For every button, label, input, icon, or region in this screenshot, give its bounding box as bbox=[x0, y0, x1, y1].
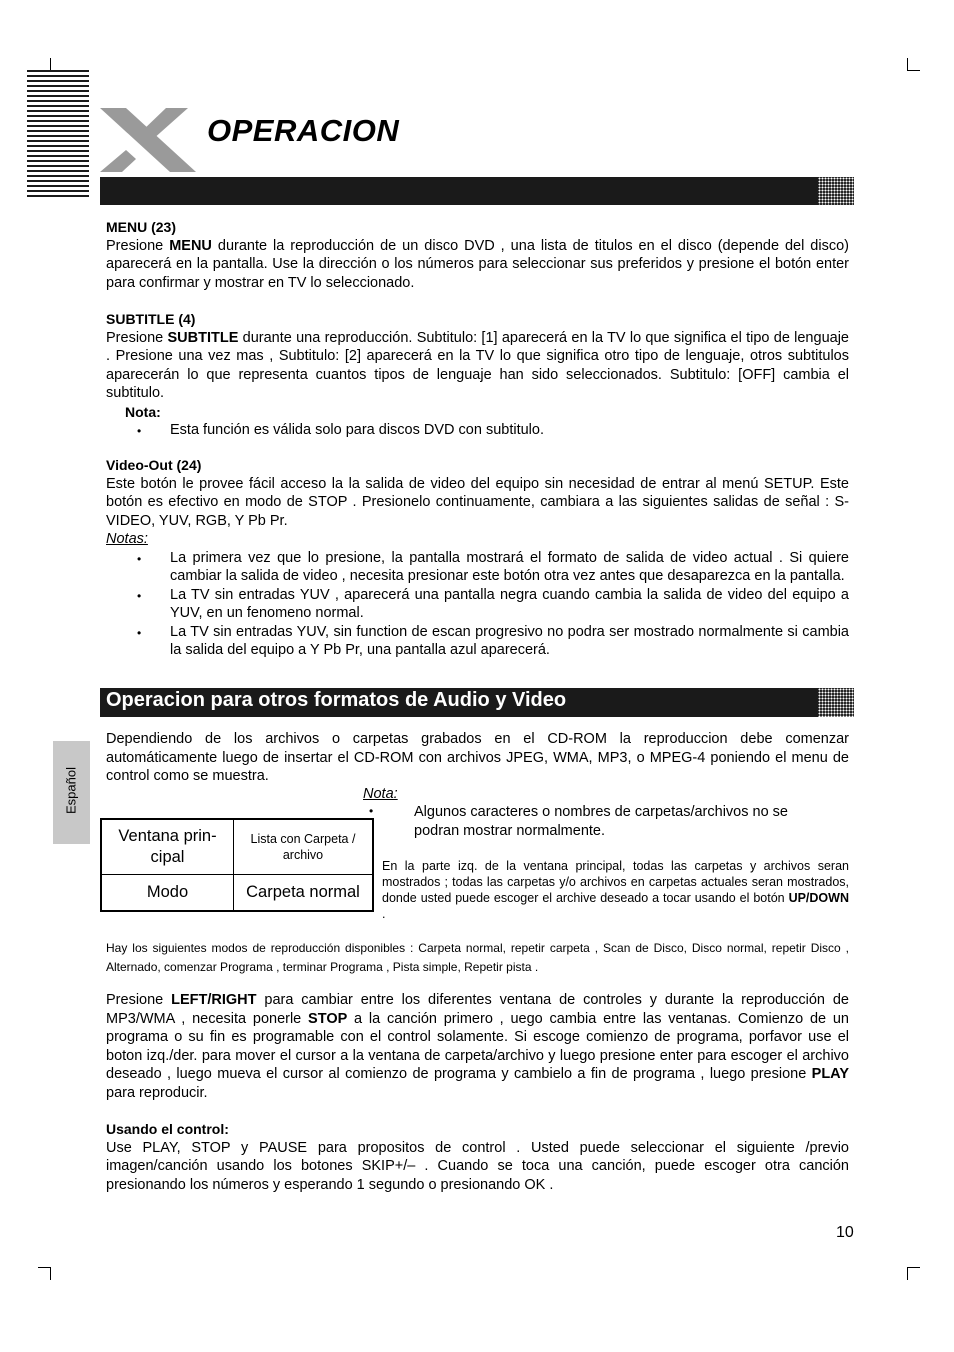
formats-intro bbox=[106, 730, 849, 786]
band-dots bbox=[818, 688, 854, 717]
left-window-description bbox=[382, 858, 849, 922]
leftright-section bbox=[106, 991, 849, 1102]
subtitle-body: Presione SUBTITLE durante una reproducción. Subtitulo: [1] aparecerá en la TV lo que significa el tipo de lenguaje . Presione una vez mas , Subtitulo: [2] aparecerá en la TV lo que significa otro tipo de lenguaje, otros subtitulos aparecerán lo que representa cuantos tipos de lenguaje han sido seleccionados. Subtitulo: [OFF] cambia el subtitulo. bbox=[106, 329, 849, 401]
formats-note-item: Algunos caracteres o nombres de carpetas/archivos no se podran mostrar normalmente. bbox=[414, 804, 788, 839]
control-menu-table bbox=[100, 818, 374, 912]
formats-band-title: Operacion para otros formatos de Audio y Video bbox=[106, 689, 567, 711]
bullet-icon: • bbox=[137, 424, 142, 438]
page-title: OPERACION bbox=[207, 113, 400, 148]
menu-heading: MENU (23) bbox=[106, 219, 177, 235]
bullet-icon: • bbox=[369, 804, 374, 818]
language-label: Español bbox=[63, 767, 79, 814]
modes-list bbox=[106, 939, 849, 976]
video-out-note-1 bbox=[106, 549, 849, 586]
table-cell-mode: Modo bbox=[101, 875, 234, 912]
x-logo-icon bbox=[96, 104, 206, 176]
table-cell-normal-folder: Carpeta normal bbox=[234, 875, 374, 912]
bullet-icon: • bbox=[137, 588, 142, 603]
formats-note-label: Nota: bbox=[363, 786, 398, 802]
left-window-button-label: UP/DOWN bbox=[788, 891, 849, 905]
left-window-end: . bbox=[382, 907, 386, 921]
left-window-text: En la parte izq. de la ventana principal, todas las carpetas y archivos seran mostrados ; todas las carpetas y/o archivos en carpetas actuales seran mostrados, donde usted puede escoger el archive deseado a tocar usando el botón bbox=[382, 859, 849, 905]
band-dots bbox=[818, 177, 854, 205]
control-section bbox=[106, 1120, 849, 1194]
crop-mark-bottom-left bbox=[38, 1267, 51, 1280]
formats-band bbox=[100, 688, 854, 717]
subtitle-note-item bbox=[106, 421, 849, 440]
video-out-section bbox=[106, 456, 849, 660]
subtitle-note-text: Esta función es válida solo para discos DVD con subtitulo. bbox=[170, 422, 544, 438]
video-out-note-2-text: La TV sin entradas YUV , aparecerá una pantalla negra cuando cambia la salida de video del equipo a YUV, en un fenomeno normal. bbox=[170, 586, 849, 621]
bullet-icon: • bbox=[137, 551, 142, 566]
table-cell-window: Ventana prin-cipal bbox=[101, 819, 234, 875]
bullet-icon: • bbox=[137, 625, 142, 640]
video-out-heading: Video-Out (24) bbox=[106, 457, 202, 473]
video-out-note-3-text: La TV sin entradas YUV, sin function de escan progresivo no podra ser mostrado normalmente si cambia la salida del equipo a Y Pb Pr, una pantalla azul aparecerá. bbox=[170, 623, 849, 658]
subtitle-section bbox=[106, 310, 849, 440]
header-band bbox=[100, 177, 854, 205]
control-heading: Usando el control: bbox=[106, 1121, 229, 1137]
video-out-note-2 bbox=[106, 586, 849, 623]
header-stripes bbox=[27, 70, 89, 200]
menu-body: Presione MENU durante la reproducción de un disco DVD , una lista de titulos en el disco (depende del disco) aparecerá en la pantalla. Use la dirección o los números para seleccionar sus preferidos y presione el botón enter para confirmar y mostrar en TV lo seleccionado. bbox=[106, 237, 849, 291]
subtitle-heading: SUBTITLE (4) bbox=[106, 311, 196, 327]
subtitle-note-label: Nota: bbox=[125, 403, 161, 420]
control-text: Use PLAY, STOP y PAUSE para propositos de control . Usted puede seleccionar el siguiente /previo imagen/canción usando los botones SKIP+/– . Cuando se toca una canción, puede escoger otra canción presionando los números y esperando 1 segundo o presionando OK . bbox=[106, 1139, 849, 1193]
video-out-note-1-text: La primera vez que lo presione, la pantalla mostrará el formato de salida de video actual . Si quiere cambiar la salida de video , necesita presionar este botón otra vez antes que desaparezca en la pantalla. bbox=[170, 549, 849, 584]
video-out-note-3 bbox=[106, 623, 849, 660]
table-cell-folder-list: Lista con Carpeta / archivo bbox=[234, 819, 374, 875]
page-number: 10 bbox=[836, 1224, 854, 1241]
leftright-text: Presione LEFT/RIGHT para cambiar entre los diferentes ventana de controles y durante la reproducción de MP3/WMA , necesita ponerle STOP a la canción primero , uego cambia entre las ventanas. Comienzo de un programa o su fin es programable con el control solamente. Si escoge comienzo de programa, porfavor use el boton izq./der. para mover el cursor a la ventana de carpeta/archivo y luego presione enter para escoger el archivo deseado , luego mueva el cursor al comienzo de programa y cambielo a fin de programa , luego presione PLAY para reproducir. bbox=[106, 992, 849, 1101]
crop-mark-bottom-right bbox=[907, 1267, 920, 1280]
modes-text: Hay los siguientes modos de reproducción disponibles : Carpeta normal, repetir carpeta , Scan de Disco, Disco normal, repetir Disco , Alternado, comenzar Programa , terminar Programa , Pista simple, Repetir pista . bbox=[106, 941, 849, 974]
formats-intro-text: Dependiendo de los archivos o carpetas grabados en el CD-ROM la reproduccion debe comenzar automáticamente luego de insertar el CD-ROM con archivos JPEG, WMA, MP3, o MPEG-4 poniendo el menu de control como se muestra. bbox=[106, 731, 849, 784]
menu-section bbox=[106, 218, 849, 292]
video-out-body: Este botón le provee fácil acceso la la salida de video del equipo sin necesidad de entrar al menú SETUP. Este botón es efectivo en modo de STOP . Presionelo continuamente, cambiara a las siguientes salidas de señal : S-VIDEO, YUV, RGB, Y Pb Pr. bbox=[106, 475, 849, 529]
video-out-notes-label: Notas: bbox=[106, 531, 148, 547]
crop-mark-top-right bbox=[907, 58, 920, 71]
language-side-tab bbox=[53, 741, 90, 844]
